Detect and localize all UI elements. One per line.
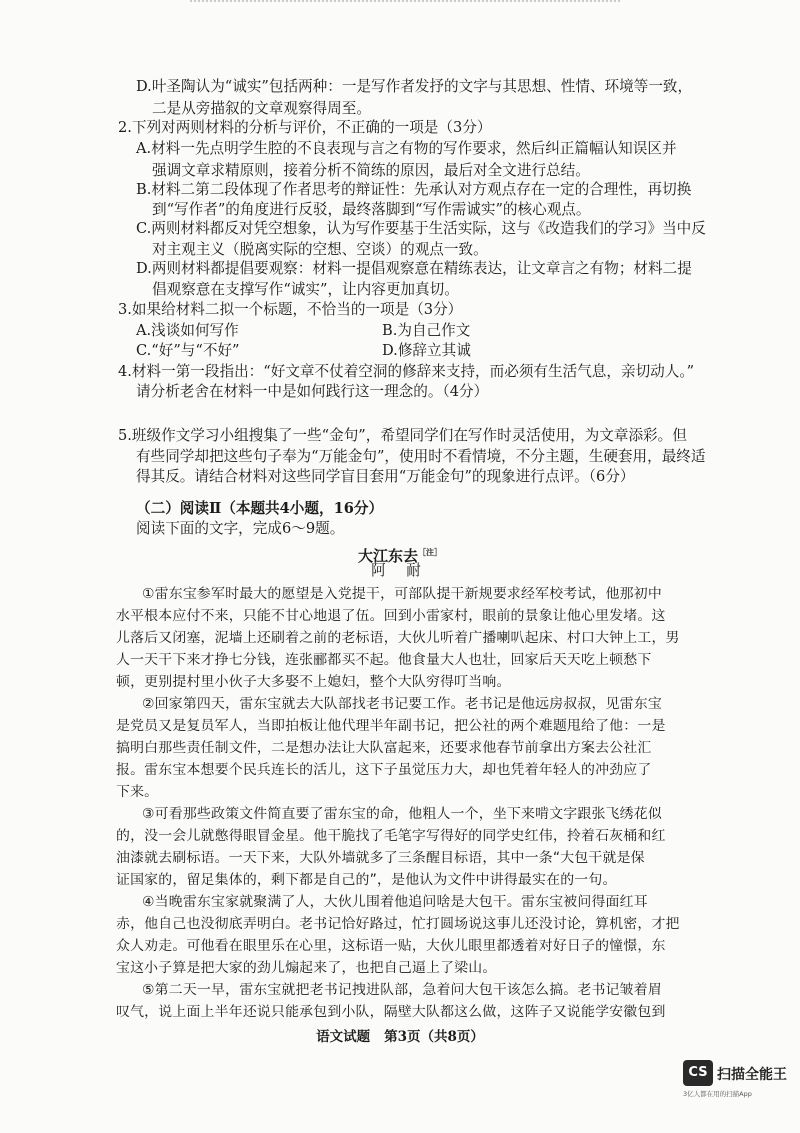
q2-option-a-line1: A.材料一先点明学生腔的不良表现与言之有物的写作要求，然后纠正篇幅认知误区并 — [136, 140, 677, 157]
q3-stem: 3.如果给材料二拟一个标题，不恰当的一项是（3分） — [118, 301, 463, 318]
section-instruction: 阅读下面的文字，完成6～9题。 — [136, 520, 345, 537]
passage-title-note: ［注］ — [418, 547, 442, 557]
passage-author: 阿 耐 — [371, 562, 429, 579]
q2-option-b-line1: B.材料二第二段体现了作者思考的辩证性：先承认对方观点存在一定的合理性，再切换 — [136, 181, 692, 198]
para3-line4: 证国家的，留足集体的，剩下都是自己的”，是他认为文件中讲得最实在的一句。 — [116, 872, 617, 888]
footer-subject: 语文试题 — [316, 1029, 371, 1045]
cropped-top-text — [190, 0, 620, 6]
para3-line3: 油漆就去刷标语。一天下来，大队外墙就多了三条醒目标语，其中一条“大包干就是保 — [116, 850, 645, 866]
q2-option-a-line2: 强调文章求精原则，接着分析不简练的原因，最后对全文进行总结。 — [152, 162, 590, 179]
q5-line3: 得其反。请结合材料对这些同学盲目套用“万能金句”的现象进行点评。（6分） — [136, 468, 635, 485]
q1-option-d-line2: 二是从旁描叙的文章观察得周至。 — [152, 100, 371, 117]
page-footer — [0, 1025, 800, 1045]
q2-option-b-line2: 到“写作者”的角度进行反驳，最终落脚到“写作需诚实”的核心观点。 — [152, 201, 591, 218]
para1-line1: ①雷东宝参军时最大的愿望是入党提干，可部队提干新规要求经军校考试，他那初中 — [142, 586, 662, 602]
scanner-watermark — [683, 1058, 787, 1098]
para3-line1: ③可看那些政策文件简直要了雷东宝的命，他粗人一个，坐下来啃文字跟张飞绣花似 — [142, 806, 662, 822]
q5-line2: 有些同学却把这些句子奉为“万能金句”，使用时不看情境，不分主题，生硬套用，最终适 — [136, 448, 706, 465]
q4-line1: 4.材料一第一段指出：“好文章不仗着空洞的修辞来支持，而必须有生活气息，亲切动人。” — [118, 363, 695, 380]
para2-line2: 是党员又是复员军人，当即拍板让他代理半年副书记，把公社的两个难题甩给了他：一是 — [116, 718, 666, 734]
para5-line1: ⑤第二天一早，雷东宝就把老书记拽进队部，急着问大包干该怎么搞。老书记皱着眉 — [142, 982, 662, 998]
para4-line1: ④当晚雷东宝家就聚满了人，大伙儿围着他追问啥是大包干。雷东宝被问得面红耳 — [142, 894, 648, 910]
q3-option-c: C.“好”与“不好” — [136, 342, 240, 359]
section-heading: （二）阅读Ⅱ（本题共4小题，16分） — [136, 500, 384, 517]
q3-option-a: A.浅谈如何写作 — [136, 322, 239, 339]
para3-line2: 的，没一会儿就憋得眼冒金星。他干脆找了毛笔字写得好的同学史红伟，拎着石灰桶和红 — [116, 828, 666, 844]
para1-line5: 顿，更别提村里小伙子大多娶不上媳妇，整个大队穷得叮当响。 — [116, 674, 511, 690]
para2-line5: 下来。 — [116, 784, 159, 800]
q2-option-c-line2: 对主观主义（脱离实际的空想、空谈）的观点一致。 — [152, 241, 488, 258]
para1-line3: 儿落后又闭塞，泥墙上还刷着之前的老标语，大伙儿听着广播喇叭起床、村口大钟上工，男 — [116, 630, 680, 646]
passage-title: 大江东去$^{[注]}$ — [357, 547, 442, 565]
scanner-tagline: 3亿人都在用的扫描App — [683, 1090, 752, 1098]
para4-line3: 众人劝走。可他看在眼里乐在心里，这标语一贴，大伙儿眼里都透着对好日子的憧憬，东 — [116, 938, 666, 954]
para2-line4: 报。雷东宝本想要个民兵连长的活儿，这下子虽觉压力大，却也凭着年轻人的冲劲应了 — [116, 762, 652, 778]
scanner-logo-icon: CS — [683, 1060, 713, 1086]
q5-line1: 5.班级作文学习小组搜集了一些“金句”，希望同学们在写作时灵活使用，为文章添彩。但 — [118, 427, 687, 444]
q1-option-d-line1: D.叶圣陶认为“诚实”包括两种：一是写作者发抒的文字与其思想、性情、环境等一致， — [136, 78, 693, 95]
para4-line2: 赤，他自己也没彻底弄明白。老书记恰好路过，忙打圆场说这事儿还没讨论，算机密，才把 — [116, 916, 680, 932]
q3-option-d: D.修辞立其诚 — [382, 342, 471, 359]
q3-option-b: B.为自己作文 — [382, 322, 471, 339]
footer-page-number: 第3页（共8页） — [384, 1029, 484, 1045]
q2-stem: 2.下列对两则材料的分析与评价，不正确的一项是（3分） — [118, 119, 492, 136]
para4-line4: 宝这小子算是把大家的劲儿煽起来了，也把自己逼上了梁山。 — [116, 960, 497, 976]
q2-option-d-line2: 倡观察意在支撑写作“诚实”，让内容更加真切。 — [152, 281, 459, 298]
para1-line4: 人一天干下来才挣七分钱，连张郦都买不起。他食量大人也壮，回家后天天吃上顿愁下 — [116, 652, 652, 668]
para2-line3: 搞明白那些责任制文件，二是想办法让大队富起来，还要求他春节前拿出方案去公社汇 — [116, 740, 652, 756]
q4-line2: 请分析老舍在材料一中是如何践行这一理念的。（4分） — [136, 383, 489, 400]
para5-line2: 叹气，说上面上半年还说只能承包到小队，隔壁大队都这么做，这阵子又说能学安徽包到 — [116, 1004, 666, 1020]
para1-line2: 水平根本应付不来，只能不甘心地退了伍。回到小雷家村，眼前的景象让他心里发堵。这 — [116, 608, 666, 624]
scanner-brand: 扫描全能王 — [717, 1067, 787, 1083]
q2-option-d-line1: D.两则材料都提倡要观察：材料一提倡观察意在精练表达，让文章言之有物；材料二提 — [136, 260, 692, 277]
para2-line1: ②回家第四天，雷东宝就去大队部找老书记要工作。老书记是他远房叔叔，见雷东宝 — [142, 696, 662, 712]
q2-option-c-line1: C.两则材料都反对凭空想象，认为写作要基于生活实际，这与《改造我们的学习》当中反 — [136, 220, 706, 237]
